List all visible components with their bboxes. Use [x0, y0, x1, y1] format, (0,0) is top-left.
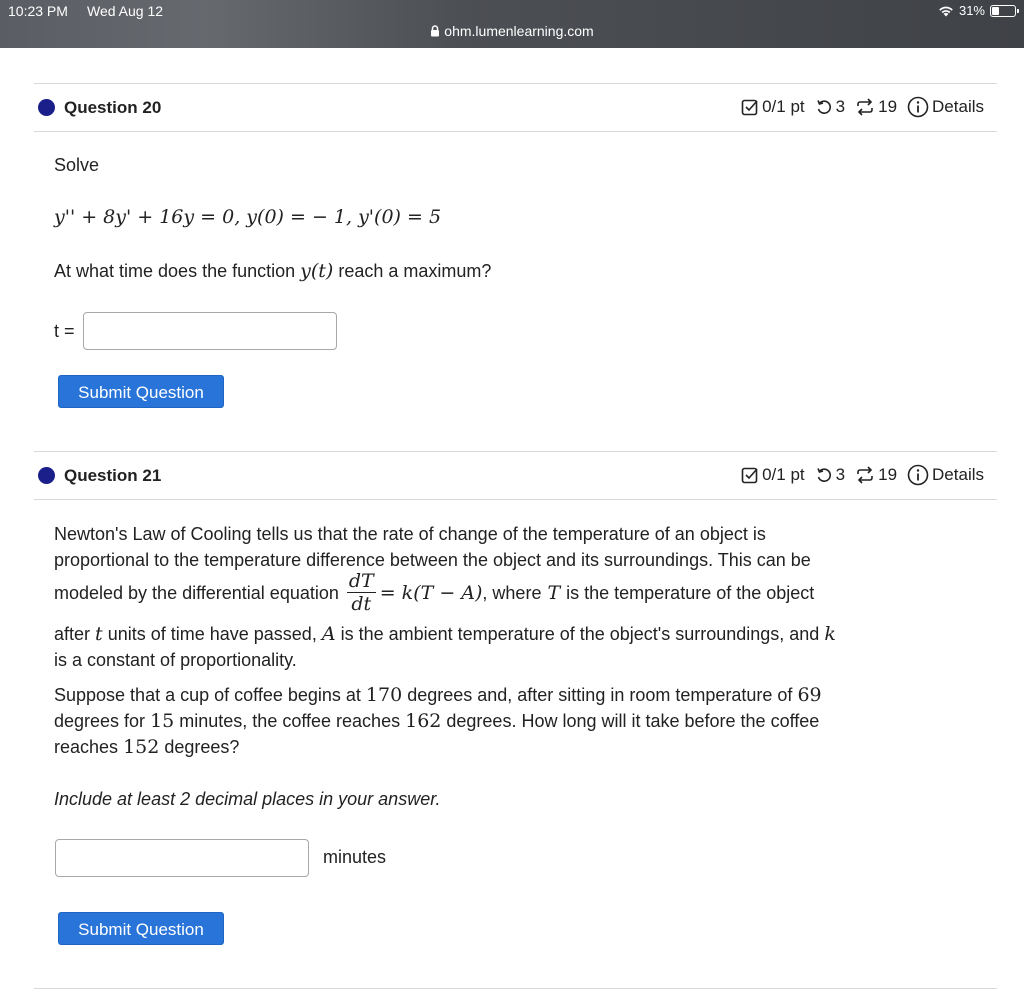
question-title: Question 20 [64, 98, 162, 117]
wifi-icon [938, 5, 954, 17]
url-text: ohm.lumenlearning.com [444, 23, 594, 39]
info-icon [907, 464, 929, 486]
paragraph-line: after t units of time have passed, A is the ambient temperature of the object's surroundings, and k [54, 623, 836, 645]
question-title: Question 21 [64, 466, 162, 485]
status-time: 10:23 PM [8, 3, 68, 19]
paragraph-line: Suppose that a cup of coffee begins at 170 degrees and, after sitting in room temperature of 69 [54, 684, 822, 706]
paragraph-line: modeled by the differential equation $\frac{dT}{dt}$ = k(T − A) , where T is the temperature of the object [54, 570, 815, 615]
battery-icon [990, 5, 1016, 17]
paragraph-line: degrees for 15 minutes, the coffee reaches 162 degrees. How long will it take before the coffee [54, 710, 820, 732]
score: 0/1 pt [741, 97, 805, 117]
attempts: 19 [855, 97, 897, 117]
status-date: Wed Aug 12 [87, 3, 164, 19]
info-icon [907, 96, 929, 118]
details-link[interactable]: Details [907, 464, 984, 486]
divider [34, 499, 997, 500]
status-indicators [938, 3, 1016, 18]
battery-percent: 31% [958, 3, 985, 18]
answer-input[interactable] [83, 312, 337, 350]
unit-label: minutes [323, 847, 387, 867]
retries: 3 [815, 465, 845, 485]
differential-equation: y'' + 8y' + 16y = 0, y(0) = − 1, y'(0) = 5 [54, 206, 442, 228]
repeat-icon [855, 98, 875, 116]
question-text: At what time does the function y(t) reach a maximum? [54, 260, 492, 282]
checkbox-icon [741, 98, 759, 116]
question-meta [731, 464, 984, 486]
fraction: $\frac{dT}{dt}$ [348, 570, 374, 615]
repeat-icon [855, 466, 875, 484]
attempts: 19 [855, 465, 897, 485]
answer-label: t = [54, 321, 75, 341]
battery-level [992, 7, 999, 15]
question-21-header [34, 452, 984, 500]
score: 0/1 pt [741, 465, 805, 485]
paragraph-line: proportional to the temperature difference between the object and its surroundings. This can be [54, 550, 811, 570]
question-status-dot [38, 467, 55, 484]
status-bar [0, 0, 1024, 48]
retries: 3 [815, 97, 845, 117]
retry-icon [815, 98, 833, 116]
retry-icon [815, 466, 833, 484]
question-status-dot [38, 99, 55, 116]
paragraph-line: is a constant of proportionality. [54, 650, 297, 670]
equation-rhs: = k(T − A) [379, 581, 483, 604]
instruction-text: Include at least 2 decimal places in your answer. [54, 789, 441, 809]
divider [34, 988, 997, 989]
paragraph-line: Newton's Law of Cooling tells us that the rate of change of the temperature of an object is [54, 524, 766, 544]
submit-question-button[interactable]: Submit Question [58, 912, 224, 945]
submit-question-button[interactable]: Submit Question [58, 375, 224, 408]
lock-icon [430, 25, 440, 37]
divider [34, 131, 997, 132]
paragraph-line: reaches 152 degrees? [54, 736, 240, 758]
question-prompt: Solve [54, 155, 100, 175]
address-bar[interactable] [0, 23, 1024, 39]
question-20-header [34, 84, 984, 132]
details-link[interactable]: Details [907, 96, 984, 118]
answer-input[interactable] [55, 839, 309, 877]
checkbox-icon [741, 466, 759, 484]
question-meta [731, 96, 984, 118]
